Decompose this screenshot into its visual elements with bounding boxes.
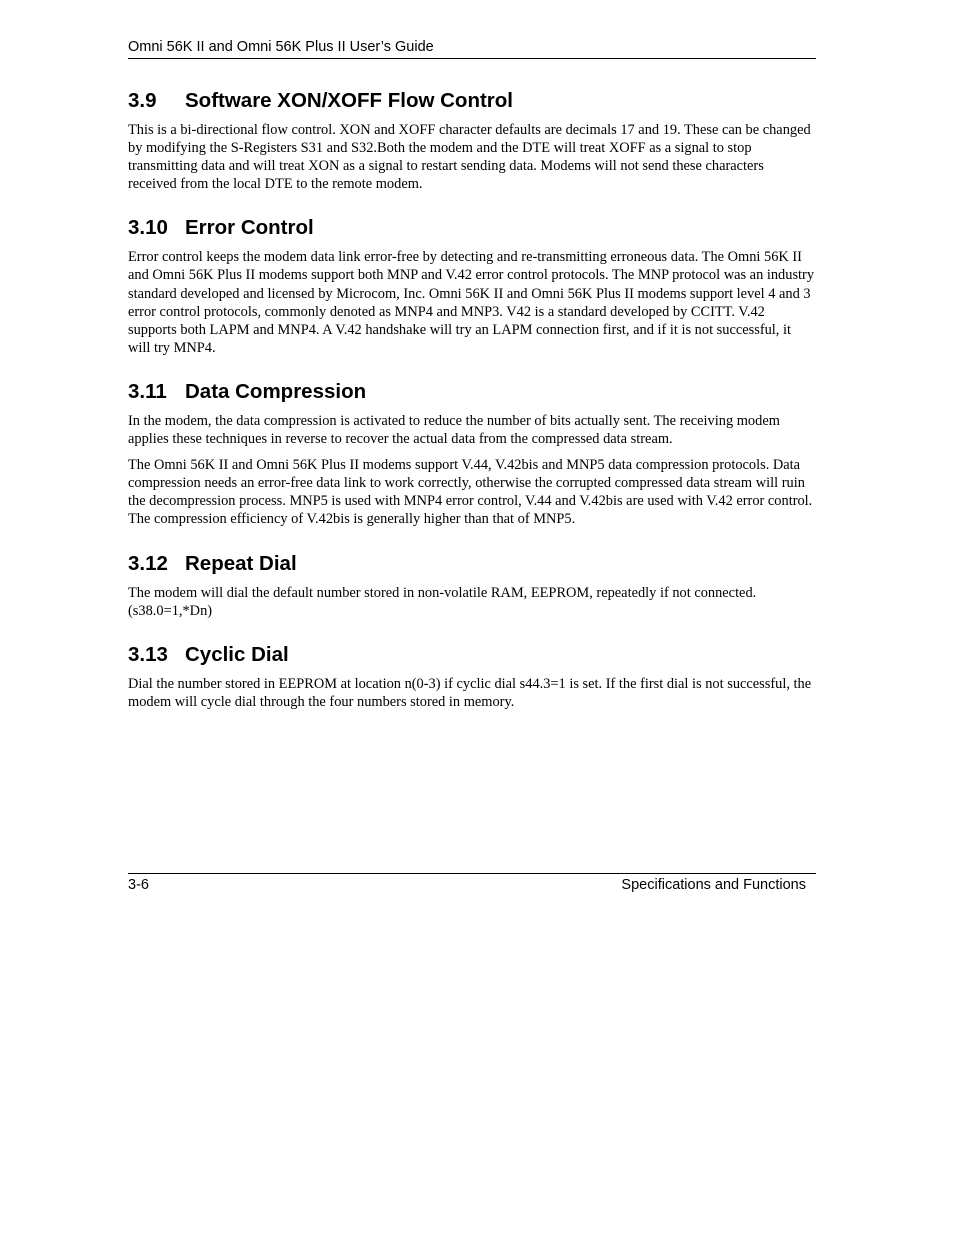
section-heading bbox=[128, 88, 816, 114]
section-title: Data Compression bbox=[185, 379, 367, 403]
paragraph: The Omni 56K II and Omni 56K Plus II modems support V.44, V.42bis and MNP5 data compression protocols. Data compression needs an error-free data link to work correctly, otherwise the corrupted compressed data stream will ruin the decompression process. MNP5 is used with MNP4 error control, V.44 and V.42bis are used with V.42 error control. The compression efficiency of V.42bis is generally higher than that of MNP5. bbox=[128, 457, 813, 528]
section-number: 3.10 bbox=[128, 216, 168, 240]
section-number: 3.12 bbox=[128, 551, 168, 575]
page-content bbox=[128, 88, 816, 733]
section-title: Cyclic Dial bbox=[185, 642, 289, 666]
running-header bbox=[128, 38, 816, 59]
page-number: 3-6 bbox=[128, 877, 149, 893]
section-heading bbox=[128, 642, 816, 668]
section-cyclic-dial bbox=[128, 642, 816, 711]
paragraph: This is a bi-directional flow control. XON and XOFF character defaults are decimals 17 and 19. These can be changed by modifying the S-Registers S31 and S32.Both the modem and the DTE will treat XOFF as a signal to stop transmitting data and will treat XON as a signal to restart sending data. Modems will not send these characters received from the local DTE to the remote modem. bbox=[128, 122, 811, 193]
running-footer bbox=[128, 873, 816, 894]
section-heading bbox=[128, 215, 816, 241]
section-heading bbox=[128, 551, 816, 577]
section-data-compression bbox=[128, 379, 816, 529]
paragraph: Dial the number stored in EEPROM at location n(0-3) if cyclic dial s44.3=1 is set. If the first dial is not successful, the modem will cycle dial through the four numbers stored in memory. bbox=[128, 675, 812, 710]
paragraph: Error control keeps the modem data link error-free by detecting and re-transmitting erroneous data. The Omni 56K II and Omni 56K Plus II modems support both MNP and V.42 error control protocols. The MNP protocol was an industry standard developed and licensed by Microcom, Inc. Omni 56K II and Omni 56K Plus II modems support level 4 and 3 error control protocols, commonly denoted as MNP4 and MNP3. V42 is a standard developed by CCITT. V.42 supports both LAPM and MNP4. A V.42 handshake will try an LAPM connection first, and if it is not successful, it will try MNP4. bbox=[128, 249, 815, 356]
section-software-flow-control bbox=[128, 88, 816, 193]
section-title: Error Control bbox=[185, 216, 314, 240]
section-error-control bbox=[128, 215, 816, 357]
section-number: 3.13 bbox=[128, 642, 168, 666]
section-title: Software XON/XOFF Flow Control bbox=[185, 89, 513, 112]
section-title: Repeat Dial bbox=[185, 551, 297, 575]
paragraph: The modem will dial the default number stored in non-volatile RAM, EEPROM, repeatedly if not connected. (s38.0=1,*Dn) bbox=[128, 584, 757, 619]
section-number: 3.9 bbox=[128, 89, 157, 112]
header-title: Omni 56K II and Omni 56K Plus II User’s Guide bbox=[128, 39, 434, 55]
section-number: 3.11 bbox=[128, 379, 167, 403]
section-heading bbox=[128, 379, 816, 405]
paragraph: In the modem, the data compression is activated to reduce the number of bits actually sent. The receiving modem applies these techniques in reverse to recover the actual data from the compressed data stream. bbox=[128, 412, 780, 448]
section-repeat-dial bbox=[128, 551, 816, 620]
footer-chapter-title: Specifications and Functions bbox=[621, 877, 806, 893]
